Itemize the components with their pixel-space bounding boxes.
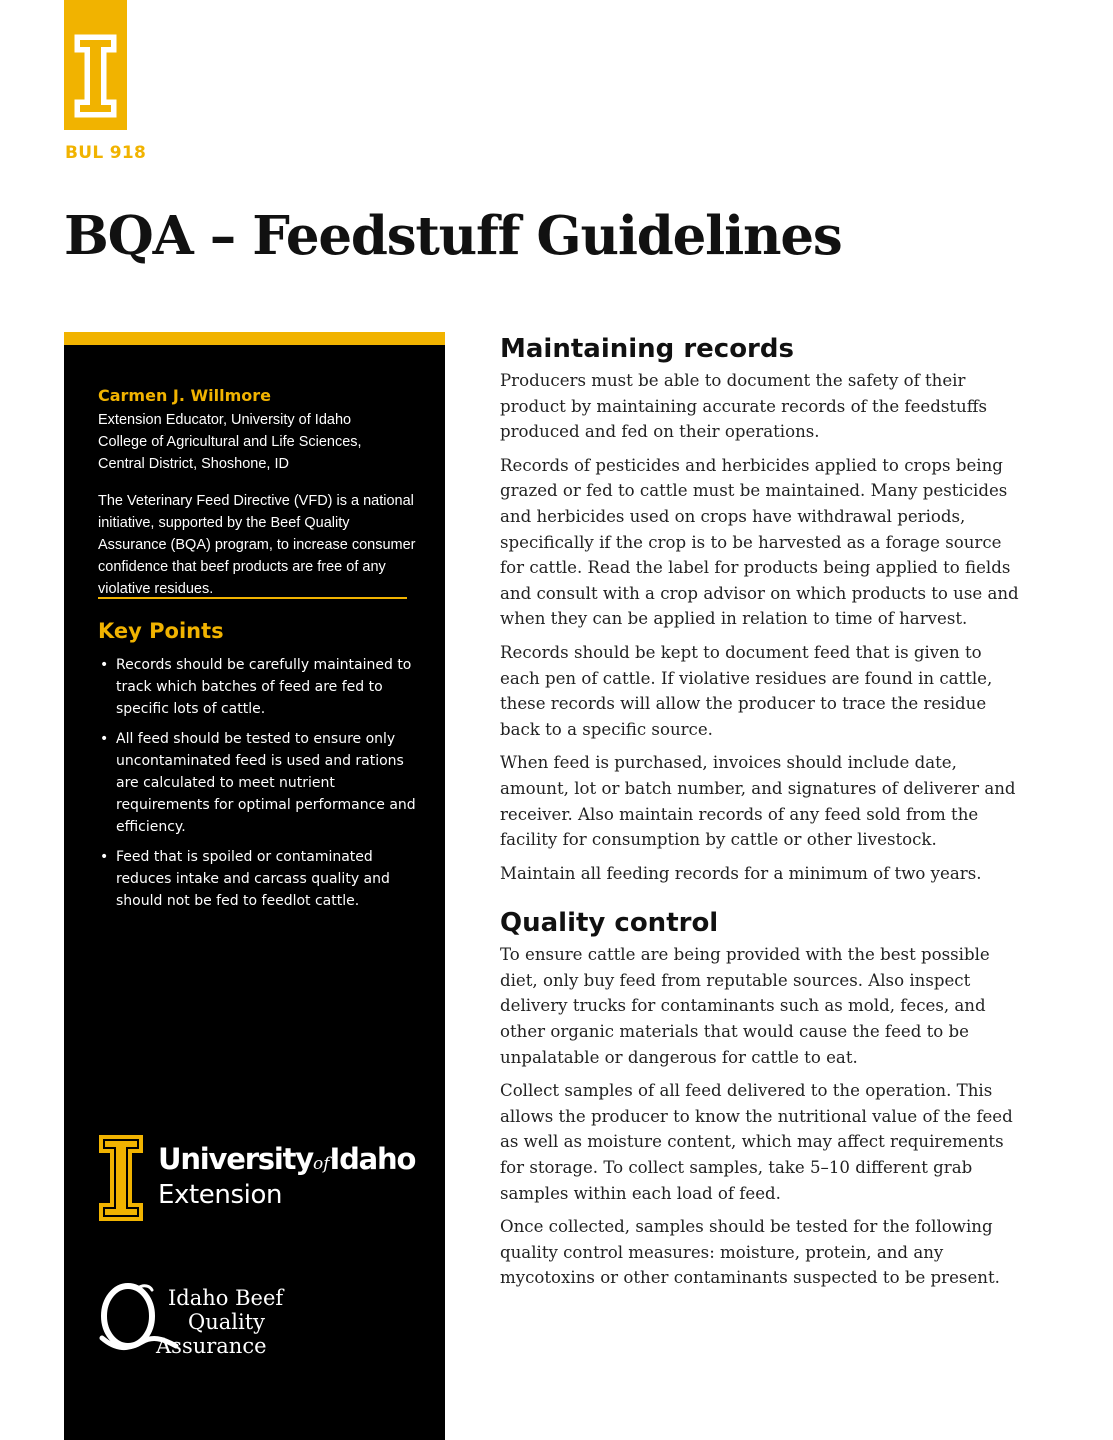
page-title: BQA – Feedstuff Guidelines — [64, 205, 842, 267]
divider — [98, 597, 407, 599]
bqa-line-2: Quality — [188, 1310, 265, 1334]
bqa-line-3: Assurance — [156, 1334, 267, 1358]
paragraph: To ensure cattle are being provided with the best possible diet, only buy feed from reputable sources. Also inspect delivery trucks for contaminants such as mold, feces, and other organic materials that would cause the feed to be unpalatable or dangerous for cattle to eat. — [500, 945, 990, 1067]
author-affiliation: Extension Educator, University of Idaho College of Agricultural and Life Sciences, Central District, Shoshone, ID — [98, 412, 362, 472]
paragraph: Maintain all feeding records for a minimum of two years. — [500, 863, 982, 883]
univ-of: of — [312, 1154, 330, 1174]
bqa-line-1: Idaho Beef — [168, 1286, 284, 1310]
sidebar-top-bar — [64, 332, 445, 345]
univ-pre: University — [158, 1142, 313, 1176]
paragraph: Producers must be able to document the safety of their product by maintaining accurate records of the feedstuffs produced and fed on their operations. — [500, 371, 988, 442]
key-points-list — [98, 654, 418, 920]
paragraph: When feed is purchased, invoices should include date, amount, lot or batch number, and signatures of deliverer and receiver. Also maintain records of any feed sold from the facility for consumption by cattle or other livestock. — [500, 753, 1016, 850]
univ-post: Idaho — [329, 1142, 416, 1176]
brand-tab — [64, 0, 127, 130]
bulletin-number: BUL 918 — [65, 143, 147, 163]
block-i-logo-icon — [74, 34, 117, 118]
paragraph: Records should be kept to document feed that is given to each pen of cattle. If violative residues are found in cattle, these records will allow the producer to trace the residue back to a specific source. — [500, 642, 993, 739]
author-name: Carmen J. Willmore — [98, 386, 272, 405]
extension-label: Extension — [158, 1180, 283, 1210]
university-of-idaho-extension-logo — [98, 1134, 418, 1224]
list-item: • All feed should be tested to ensure only uncontaminated feed is used and rations are calculated to meet nutrient requirements for optimal performance and efficiency. — [98, 728, 418, 838]
university-name — [158, 1142, 415, 1176]
paragraph: Collect samples of all feed delivered to the operation. This allows the producer to know the nutritional value of the feed as well as moisture content, which may affect requirements for storage. To collect samples, take 5–10 different grab samples within each load of feed. — [500, 1081, 1013, 1203]
key-points-heading: Key Points — [98, 619, 224, 643]
section-heading-maintaining-records: Maintaining records — [500, 334, 794, 364]
block-i-logo-icon — [98, 1134, 144, 1222]
list-item: • Feed that is spoiled or contaminated reduces intake and carcass quality and should not be fed to feedlot cattle. — [98, 846, 418, 912]
list-item: • Records should be carefully maintained to track which batches of feed are fed to specific lots of cattle. — [98, 654, 418, 720]
intro-text: The Veterinary Feed Directive (VFD) is a national initiative, supported by the Beef Quality Assurance (BQA) program, to increase consumer confidence that beef products are free of any violative residues. — [98, 493, 416, 597]
main-content — [500, 332, 1020, 1299]
paragraph: Once collected, samples should be tested for the following quality control measures: moisture, protein, and any mycotoxins or other contaminants suspected to be present. — [500, 1217, 1000, 1288]
section-heading-quality-control: Quality control — [500, 908, 719, 939]
sidebar — [64, 332, 445, 1440]
paragraph: Records of pesticides and herbicides applied to crops being grazed or fed to cattle must be maintained. Many pesticides and herbicides used on crops have withdrawal periods, specifically if the crop is to be harvested as a forage source for cattle. Read the label for products being applied to fields and consult with a crop advisor on which products to use and when they can be applied in relation to time of harvest. — [500, 455, 1019, 629]
idaho-beef-quality-assurance-logo — [98, 1280, 298, 1362]
